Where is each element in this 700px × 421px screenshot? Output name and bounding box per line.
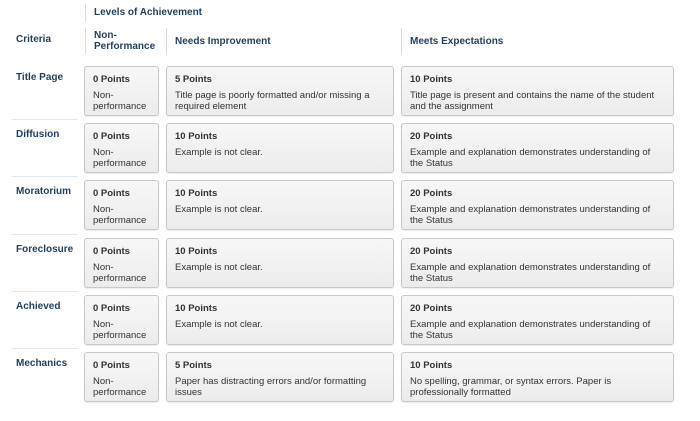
criterion-description: Title page is poorly formatted and/or missing a required element [175,90,370,112]
points-value: 10 Points [175,246,218,257]
criterion-label: Mechanics [16,358,68,369]
row-separator [12,119,78,120]
rubric-cell-c3[interactable] [401,66,674,116]
rubric-cell-c3[interactable] [401,180,674,230]
points-value: 20 Points [410,246,453,257]
points-value: 0 Points [93,246,130,257]
rubric-cell-c1[interactable] [84,66,159,116]
criterion-description: Example is not clear. [175,147,263,158]
points-value: 5 Points [175,74,212,85]
criterion-description: Non- performance [93,376,147,398]
points-value: 20 Points [410,131,453,142]
rubric-cell-c1[interactable] [84,352,159,402]
criterion-label: Achieved [16,301,61,312]
rubric-cell-c3[interactable] [401,352,674,402]
points-value: 0 Points [93,74,130,85]
levels-of-achievement-heading: Levels of Achievement [85,4,202,22]
rubric-cell-c3[interactable] [401,295,674,345]
rubric-cell-c2[interactable] [166,180,394,230]
points-value: 0 Points [93,360,130,371]
criterion-description: Non- performance [93,319,147,341]
criterion-description: Title page is present and contains the name of the student and the assignment [410,90,655,112]
rubric-cell-c2[interactable] [166,295,394,345]
rubric-cell-c1[interactable] [84,238,159,288]
rubric-cell-c2[interactable] [166,123,394,173]
criterion-description: Example is not clear. [175,262,263,273]
criterion-description: Example and explanation demonstrates understanding of the Status [410,262,651,284]
criterion-description: Non- performance [93,147,147,169]
rubric-cell-c2[interactable] [166,238,394,288]
points-value: 5 Points [175,360,212,371]
criterion-description: Non- performance [93,262,147,284]
criterion-label: Moratorium [16,186,71,197]
criterion-description: Example and explanation demonstrates understanding of the Status [410,204,651,226]
criterion-description: Paper has distracting errors and/or formatting issues [175,376,367,398]
points-value: 20 Points [410,303,453,314]
rubric-cell-c1[interactable] [84,180,159,230]
criterion-description: Example and explanation demonstrates understanding of the Status [410,319,651,341]
points-value: 0 Points [93,188,130,199]
criterion-description: Non- performance [93,204,147,226]
row-separator [12,348,78,349]
rubric-cell-c1[interactable] [84,123,159,173]
criterion-description: Non- performance [93,90,147,112]
criterion-description: No spelling, grammar, or syntax errors. Paper is professionally formatted [410,376,612,398]
column-header-meets-expectations: Meets Expectations [401,28,670,54]
points-value: 20 Points [410,188,453,199]
criterion-description: Example is not clear. [175,204,263,215]
criteria-header: Criteria [16,34,52,45]
criterion-label: Title Page [16,72,64,83]
points-value: 10 Points [175,131,218,142]
points-value: 10 Points [410,74,453,85]
rubric-cell-c1[interactable] [84,295,159,345]
row-separator [12,234,78,235]
row-separator [12,291,78,292]
rubric-cell-c3[interactable] [401,238,674,288]
criterion-label: Foreclosure [16,244,74,255]
rubric-cell-c2[interactable] [166,352,394,402]
criterion-label: Diffusion [16,129,60,140]
points-value: 0 Points [93,131,130,142]
points-value: 10 Points [175,188,218,199]
points-value: 10 Points [175,303,218,314]
points-value: 10 Points [410,360,453,371]
column-header-needs-improvement: Needs Improvement [166,28,395,54]
rubric-cell-c3[interactable] [401,123,674,173]
row-separator [12,176,78,177]
criterion-description: Example is not clear. [175,319,263,330]
column-header-non-performance: Non- Performance [85,28,164,54]
points-value: 0 Points [93,303,130,314]
criterion-description: Example and explanation demonstrates understanding of the Status [410,147,651,169]
rubric-cell-c2[interactable] [166,66,394,116]
